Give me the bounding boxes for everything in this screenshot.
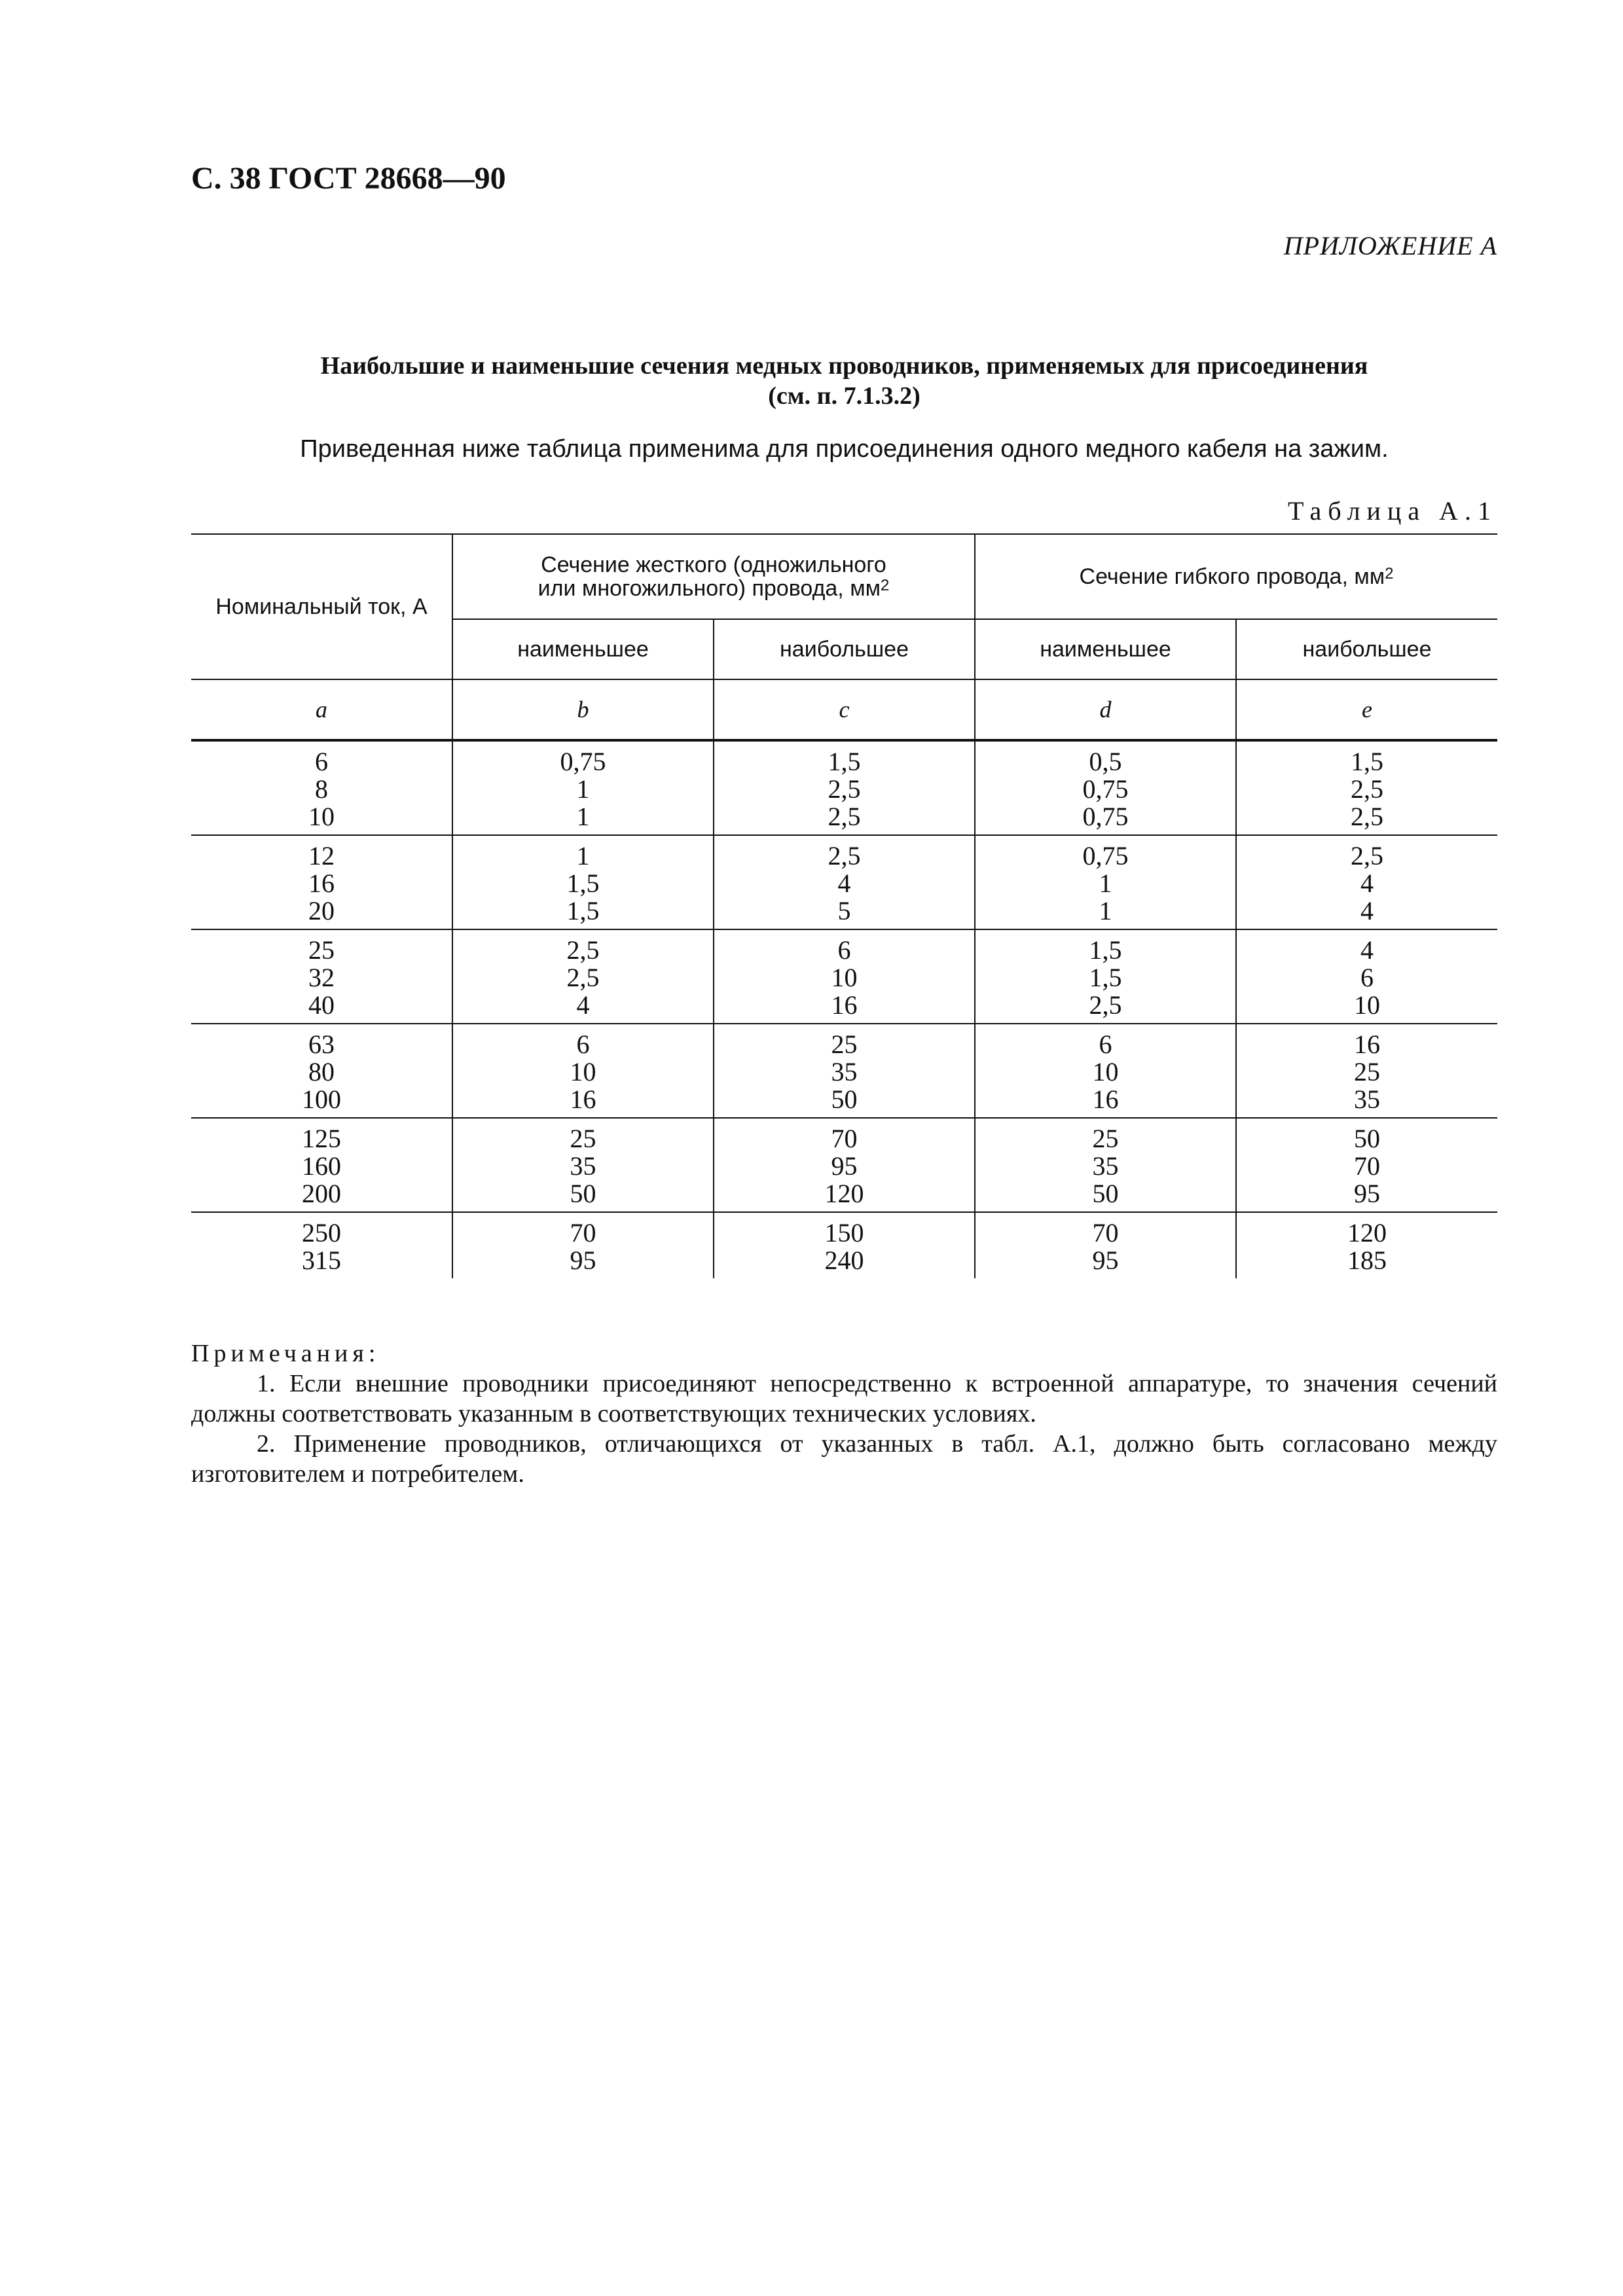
cell-value: 2,5 <box>566 963 600 992</box>
table-cell <box>1236 1212 1497 1278</box>
table-cell <box>452 835 714 929</box>
header-rigid-line1: Сечение жесткого (одножильного <box>541 552 886 577</box>
cell-value: 5 <box>837 896 851 925</box>
note-1: 1. Если внешние проводники присоединяют непосредственно к встроенной аппаратуре, то значения сечений должны соответствовать указанным в соответствующих технических условиях. <box>191 1370 1497 1427</box>
cell-value: 25 <box>308 935 335 965</box>
cell-value: 250 <box>302 1218 341 1247</box>
cell-value: 25 <box>1354 1057 1380 1086</box>
appendix-label: ПРИЛОЖЕНИЕ А <box>1283 231 1497 260</box>
cell-value: 150 <box>824 1218 864 1247</box>
title-line-1: Наибольшие и наименьшие сечения медных проводников, применяемых для присоединения <box>320 352 1368 380</box>
header-flexible-max: наибольшее <box>1236 619 1497 679</box>
cell-value: 1 <box>576 841 590 870</box>
cell-value: 95 <box>1092 1246 1119 1275</box>
table-cell <box>714 1118 975 1212</box>
column-letter-d: d <box>975 679 1236 740</box>
table-cell <box>1236 1118 1497 1212</box>
table-container <box>191 533 1497 1278</box>
table-cell <box>714 835 975 929</box>
notes-section <box>191 1338 1497 1489</box>
cell-value: 4 <box>1360 869 1374 898</box>
cell-value: 2,5 <box>1089 990 1122 1020</box>
cross-section-table <box>191 533 1497 1278</box>
cell-value: 2,5 <box>828 774 861 804</box>
cell-value: 40 <box>308 990 335 1020</box>
cell-value: 16 <box>831 990 858 1020</box>
cell-value: 10 <box>570 1057 596 1086</box>
cell-value: 6 <box>576 1030 590 1059</box>
cell-value: 70 <box>1092 1218 1119 1247</box>
cell-value: 80 <box>308 1057 335 1086</box>
table-cell <box>975 1024 1236 1118</box>
cell-value: 50 <box>570 1179 596 1208</box>
note-2: 2. Применение проводников, отличающихся от указанных в табл. А.1, должно быть согласовано между изготовителем и потребителем. <box>191 1430 1497 1488</box>
table-cell <box>1236 1024 1497 1118</box>
cell-value: 70 <box>570 1218 596 1247</box>
cell-value: 160 <box>302 1151 341 1181</box>
header-rigid-min: наименьшее <box>452 619 714 679</box>
table-cell <box>975 835 1236 929</box>
header-rigid-sup: 2 <box>880 577 890 594</box>
cell-value: 10 <box>308 802 335 831</box>
cell-value: 1,5 <box>566 869 600 898</box>
cell-value: 16 <box>1354 1030 1380 1059</box>
cell-value: 35 <box>1092 1151 1119 1181</box>
header-flexible-section <box>975 534 1497 619</box>
cell-value: 8 <box>315 774 328 804</box>
cell-value: 4 <box>1360 896 1374 925</box>
cell-value: 2,5 <box>828 841 861 870</box>
cell-value: 1,5 <box>1351 747 1383 776</box>
cell-value: 10 <box>831 963 858 992</box>
cell-value: 125 <box>302 1124 341 1153</box>
table-cell <box>191 835 452 929</box>
table-label: Таблица А.1 <box>1288 496 1497 526</box>
table-cell <box>452 929 714 1024</box>
table-row-group <box>191 1024 1497 1118</box>
cell-value: 1 <box>576 774 590 804</box>
cell-value: 10 <box>1092 1057 1119 1086</box>
cell-value: 1,5 <box>828 747 861 776</box>
cell-value: 6 <box>1099 1030 1112 1059</box>
cell-value: 35 <box>1354 1085 1380 1114</box>
header-flexible-sup: 2 <box>1385 565 1394 583</box>
table-cell <box>191 1212 452 1278</box>
table-cell <box>714 1212 975 1278</box>
cell-value: 2,5 <box>828 802 861 831</box>
table-cell <box>975 1212 1236 1278</box>
cell-value: 1,5 <box>1089 935 1122 965</box>
cell-value: 1 <box>576 802 590 831</box>
cell-value: 35 <box>570 1151 596 1181</box>
notes-title: Примечания: <box>191 1340 380 1367</box>
table-cell <box>975 740 1236 835</box>
table-cell <box>191 1024 452 1118</box>
table-body <box>191 740 1497 1278</box>
table-cell <box>714 1024 975 1118</box>
header-rigid-line2: или многожильного) провода, мм <box>538 576 881 601</box>
cell-value: 50 <box>831 1085 858 1114</box>
cell-value: 6 <box>315 747 328 776</box>
table-row-group <box>191 1118 1497 1212</box>
cell-value: 0,75 <box>1082 841 1129 870</box>
cell-value: 120 <box>1347 1218 1387 1247</box>
cell-value: 100 <box>302 1085 341 1114</box>
table-row-group <box>191 835 1497 929</box>
table-cell <box>452 1024 714 1118</box>
cell-value: 95 <box>570 1246 596 1275</box>
cell-value: 70 <box>1354 1151 1380 1181</box>
cell-value: 0,75 <box>1082 802 1129 831</box>
cell-value: 16 <box>570 1085 596 1114</box>
cell-value: 0,75 <box>560 747 606 776</box>
table-row-group <box>191 1212 1497 1278</box>
table-cell <box>975 1118 1236 1212</box>
cell-value: 6 <box>1360 963 1374 992</box>
document-title <box>191 351 1497 411</box>
table-cell <box>1236 835 1497 929</box>
column-letter-c: c <box>714 679 975 740</box>
column-letter-a: a <box>191 679 452 740</box>
cell-value: 25 <box>570 1124 596 1153</box>
cell-value: 50 <box>1092 1179 1119 1208</box>
cell-value: 63 <box>308 1030 335 1059</box>
header-flexible-min: наименьшее <box>975 619 1236 679</box>
cell-value: 0,5 <box>1089 747 1122 776</box>
cell-value: 2,5 <box>1351 802 1383 831</box>
table-row-group <box>191 740 1497 835</box>
cell-value: 315 <box>302 1246 341 1275</box>
cell-value: 6 <box>837 935 851 965</box>
title-line-2: (см. п. 7.1.3.2) <box>768 382 921 410</box>
table-cell <box>191 929 452 1024</box>
cell-value: 25 <box>831 1030 858 1059</box>
column-letter-e: e <box>1236 679 1497 740</box>
cell-value: 16 <box>308 869 335 898</box>
cell-value: 25 <box>1092 1124 1119 1153</box>
cell-value: 1,5 <box>1089 963 1122 992</box>
cell-value: 1 <box>1099 896 1112 925</box>
table-cell <box>1236 929 1497 1024</box>
cell-value: 2,5 <box>566 935 600 965</box>
table-cell <box>452 1118 714 1212</box>
cell-value: 70 <box>831 1124 858 1153</box>
cell-value: 1 <box>1099 869 1112 898</box>
cell-value: 95 <box>1354 1179 1380 1208</box>
table-cell <box>714 740 975 835</box>
header-rigid-section <box>452 534 975 619</box>
header-flexible-text: Сечение гибкого провода, мм <box>1079 564 1385 589</box>
table-cell <box>975 929 1236 1024</box>
intro-text: Приведенная ниже таблица применима для присоединения одного медного кабеля на зажим. <box>300 435 1389 463</box>
table-cell <box>452 1212 714 1278</box>
header-rigid-max: наибольшее <box>714 619 975 679</box>
table-cell <box>714 929 975 1024</box>
header-nominal-current: Номинальный ток, А <box>191 534 452 679</box>
cell-value: 0,75 <box>1082 774 1129 804</box>
cell-value: 185 <box>1347 1246 1387 1275</box>
table-row-group <box>191 929 1497 1024</box>
column-letter-b: b <box>452 679 714 740</box>
cell-value: 200 <box>302 1179 341 1208</box>
table-cell <box>1236 740 1497 835</box>
cell-value: 120 <box>824 1179 864 1208</box>
cell-value: 35 <box>831 1057 858 1086</box>
cell-value: 2,5 <box>1351 841 1383 870</box>
cell-value: 4 <box>576 990 590 1020</box>
cell-value: 32 <box>308 963 335 992</box>
cell-value: 20 <box>308 896 335 925</box>
cell-value: 10 <box>1354 990 1380 1020</box>
cell-value: 12 <box>308 841 335 870</box>
table-cell <box>191 740 452 835</box>
cell-value: 4 <box>1360 935 1374 965</box>
cell-value: 4 <box>837 869 851 898</box>
table-cell <box>452 740 714 835</box>
cell-value: 50 <box>1354 1124 1380 1153</box>
cell-value: 240 <box>824 1246 864 1275</box>
cell-value: 16 <box>1092 1085 1119 1114</box>
cell-value: 2,5 <box>1351 774 1383 804</box>
page-header: С. 38 ГОСТ 28668—90 <box>191 161 506 196</box>
table-cell <box>191 1118 452 1212</box>
cell-value: 95 <box>831 1151 858 1181</box>
cell-value: 1,5 <box>566 896 600 925</box>
